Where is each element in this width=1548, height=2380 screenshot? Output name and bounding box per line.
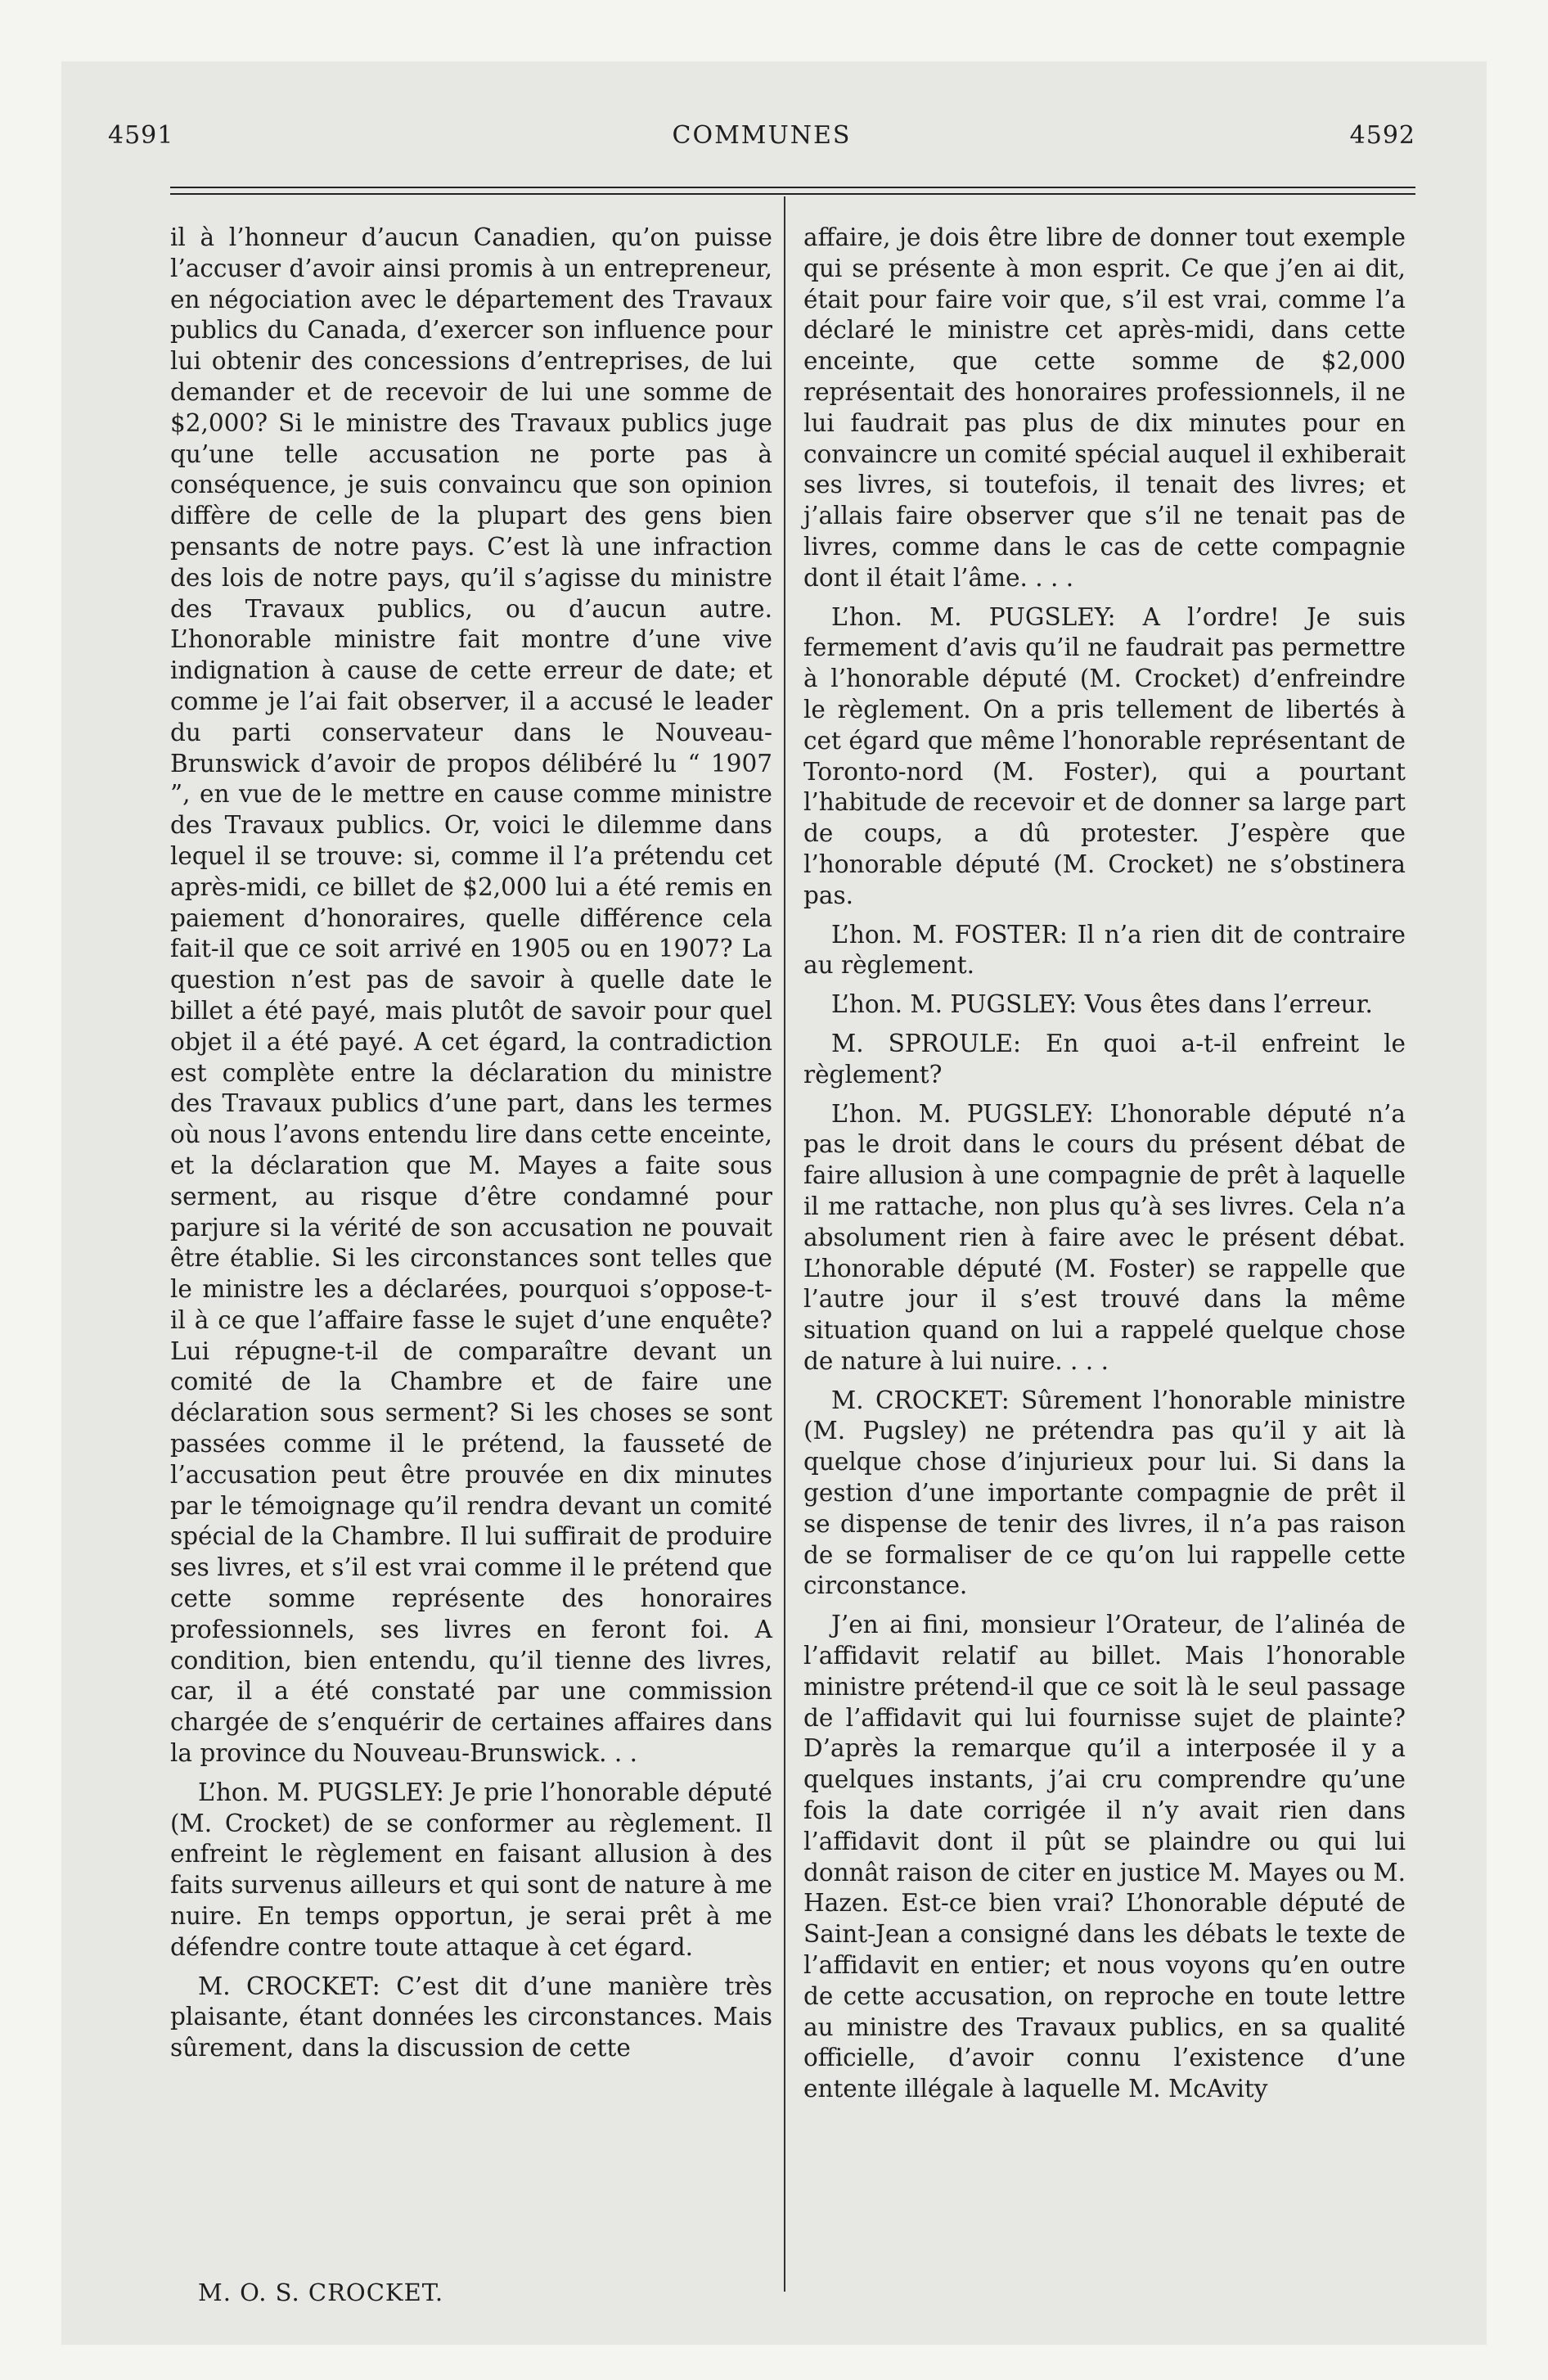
paragraph: affaire, je dois être libre de donner tout exemple qui se présente à mon esprit. Ce que j’en ai dit, était pour faire voir que, s’il est vrai, comme l’a déclaré le ministre cet après-midi, dans cette enceinte, que cette somme de $2,000 représentait des honoraires professionnels, il ne lui faudrait pas plus de dix minutes pour en convaincre un comité spécial auquel il exhiberait ses livres, si toutefois, il tenait des livres; et j’allais faire observer que s’il ne tenait pas de livres, comme dans le cas de cette compagnie dont il était l’âme. . . . (803, 223, 1406, 592)
header-rule-top (170, 187, 1415, 188)
page-number-left: 4591 (108, 121, 174, 150)
paragraph: L’hon. M. PUGSLEY: Vous êtes dans l’erreur. (831, 990, 1373, 1019)
paragraph: M. CROCKET: C’est dit d’une manière très plaisante, étant données les circonstances. Mais sûrement, dans la discussion de cette (170, 1972, 772, 2062)
right-column (803, 223, 1406, 2105)
page-number-right: 4592 (1349, 121, 1415, 150)
running-title: COMMUNES (672, 121, 852, 150)
left-column (170, 223, 772, 2064)
paragraph: L’hon. M. PUGSLEY: A l’ordre! Je suis fermement d’avis qu’il ne faudrait pas permettre à l’honorable député (M. Crocket) d’enfreindre le règlement. On a pris tellement de libertés à cet égard que même l’honorable représentant de Toronto-nord (M. Foster), qui a pourtant l’habitude de recevoir et de donner sa large part de coups, a dû protester. J’espère que l’honorable député (M. Crocket) ne s’obstinera pas. (803, 602, 1406, 909)
paragraph: M. CROCKET: Sûrement l’honorable ministre (M. Pugsley) ne prétendra pas qu’il y ait là quelque chose d’injurieux pour lui. Si dans la gestion d’une importante compagnie de prêt il se dispense de tenir des livres, il n’a pas raison de se formaliser de ce qu’on lui rappelle cette circonstance. (803, 1386, 1406, 1600)
paragraph: L’hon. M. PUGSLEY: L’honorable député n’a pas le droit dans le cours du présent débat de faire allusion à une compagnie de prêt à laquelle il me rattache, non plus qu’à ses livres. Cela n’a absolument rien à faire avec le présent débat. L’honorable député (M. Foster) se rappelle que l’autre jour il s’est trouvé dans la même situation quand on lui a rappelé quelque chose de nature à lui nuire. . . . (803, 1099, 1406, 1375)
page-header (108, 121, 1415, 157)
paragraph: J’en ai fini, monsieur l’Orateur, de l’alinéa de l’affidavit relatif au billet. Mais l’honorable ministre prétend-il que ce soit là le seul passage de l’affidavit qui lui fournisse sujet de plainte? D’après la remarque qu’il a interposée il y a quelques instants, j’ai cru comprendre qu’une fois la date corrigée il n’y avait rien dans l’affidavit dont il pût se plaindre ou qui lui donnât raison de citer en justice M. Mayes ou M. Hazen. Est-ce bien vrai? L’honorable député de Saint-Jean a consigné dans les débats le texte de l’affidavit en entier; et nous voyons qu’en outre de cette accusation, on reproche en toute lettre au ministre des Travaux publics, en sa qualité officielle, d’avoir connu l’existence d’une entente illégale à laquelle M. McAvity (803, 1611, 1406, 2103)
paragraph: M. SPROULE: En quoi a-t-il enfreint le règlement? (803, 1029, 1406, 1089)
header-rule-bottom (170, 193, 1415, 195)
paragraph: L’hon. M. PUGSLEY: Je prie l’honorable député (M. Crocket) de se conformer au règlement. Il enfreint le règlement en faisant allusion à des faits survenus ailleurs et qui sont de nature à me nuire. En temps opportun, je serai prêt à me défendre contre toute attaque à cet égard. (170, 1778, 772, 1961)
speaker-signature: M. O. S. CROCKET. (198, 2279, 444, 2306)
column-divider (784, 196, 785, 2292)
paragraph: il à l’honneur d’aucun Canadien, qu’on puisse l’accuser d’avoir ainsi promis à un entrepreneur, en négociation avec le département des Travaux publics du Canada, d’exercer son influence pour lui obtenir des concessions d’entreprises, de lui demander et de recevoir de lui une somme de $2,000? Si le ministre des Travaux publics juge qu’une telle accusation ne porte pas à conséquence, je suis convaincu que son opinion diffère de celle de la plupart des gens bien pensants de notre pays. C’est là une infraction des lois de notre pays, qu’il s’agisse du ministre des Travaux publics, ou d’aucun autre. L’honorable ministre fait montre d’une vive indignation à cause de cette erreur de date; et comme je l’ai fait observer, il a accusé le leader du parti conservateur dans le Nouveau-Brunswick d’avoir de propos délibéré lu “ 1907 ”, en vue de le mettre en cause comme ministre des Travaux publics. Or, voici le dilemme dans lequel il se trouve: si, comme il l’a prétendu cet après-midi, ce billet de $2,000 lui a été remis en paiement d’honoraires, quelle différence cela fait-il que ce soit arrivé en 1905 ou en 1907? La question n’est pas de savoir à quelle date le billet a été payé, mais plutôt de savoir pour quel objet il a été payé. A cet égard, la contradiction est complète entre la déclaration du ministre des Travaux publics d’une part, dans les termes où nous l’avons entendu lire dans cette enceinte, et la déclaration que M. Mayes a faite sous serment, au risque d’être condamné pour parjure si la vérité de son accusation ne pouvait être établie. Si les circonstances sont telles que le ministre les a déclarées, pourquoi s’oppose-t-il à ce que l’affaire fasse le sujet d’une enquête? Lui répugne-t-il de comparaître devant un comité de la Chambre et de faire une déclaration sous serment? Si les choses se sont passées comme il le prétend, la fausseté de l’accusation peut être prouvée en dix minutes par le témoignage qu’il rendra devant un comité spécial de la Chambre. Il lui suffirait de produire ses livres, et s’il est vrai comme il le prétend que cette somme représente des honoraires professionnels, ses livres en feront foi. A condition, bien entendu, qu’il tienne des livres, car, il a été constaté par une commission chargée de s’enquérir de certaines affaires dans la province du Nouveau-Brunswick. . . (170, 223, 772, 1768)
paragraph: L’hon. M. FOSTER: Il n’a rien dit de contraire au règlement. (803, 920, 1406, 980)
